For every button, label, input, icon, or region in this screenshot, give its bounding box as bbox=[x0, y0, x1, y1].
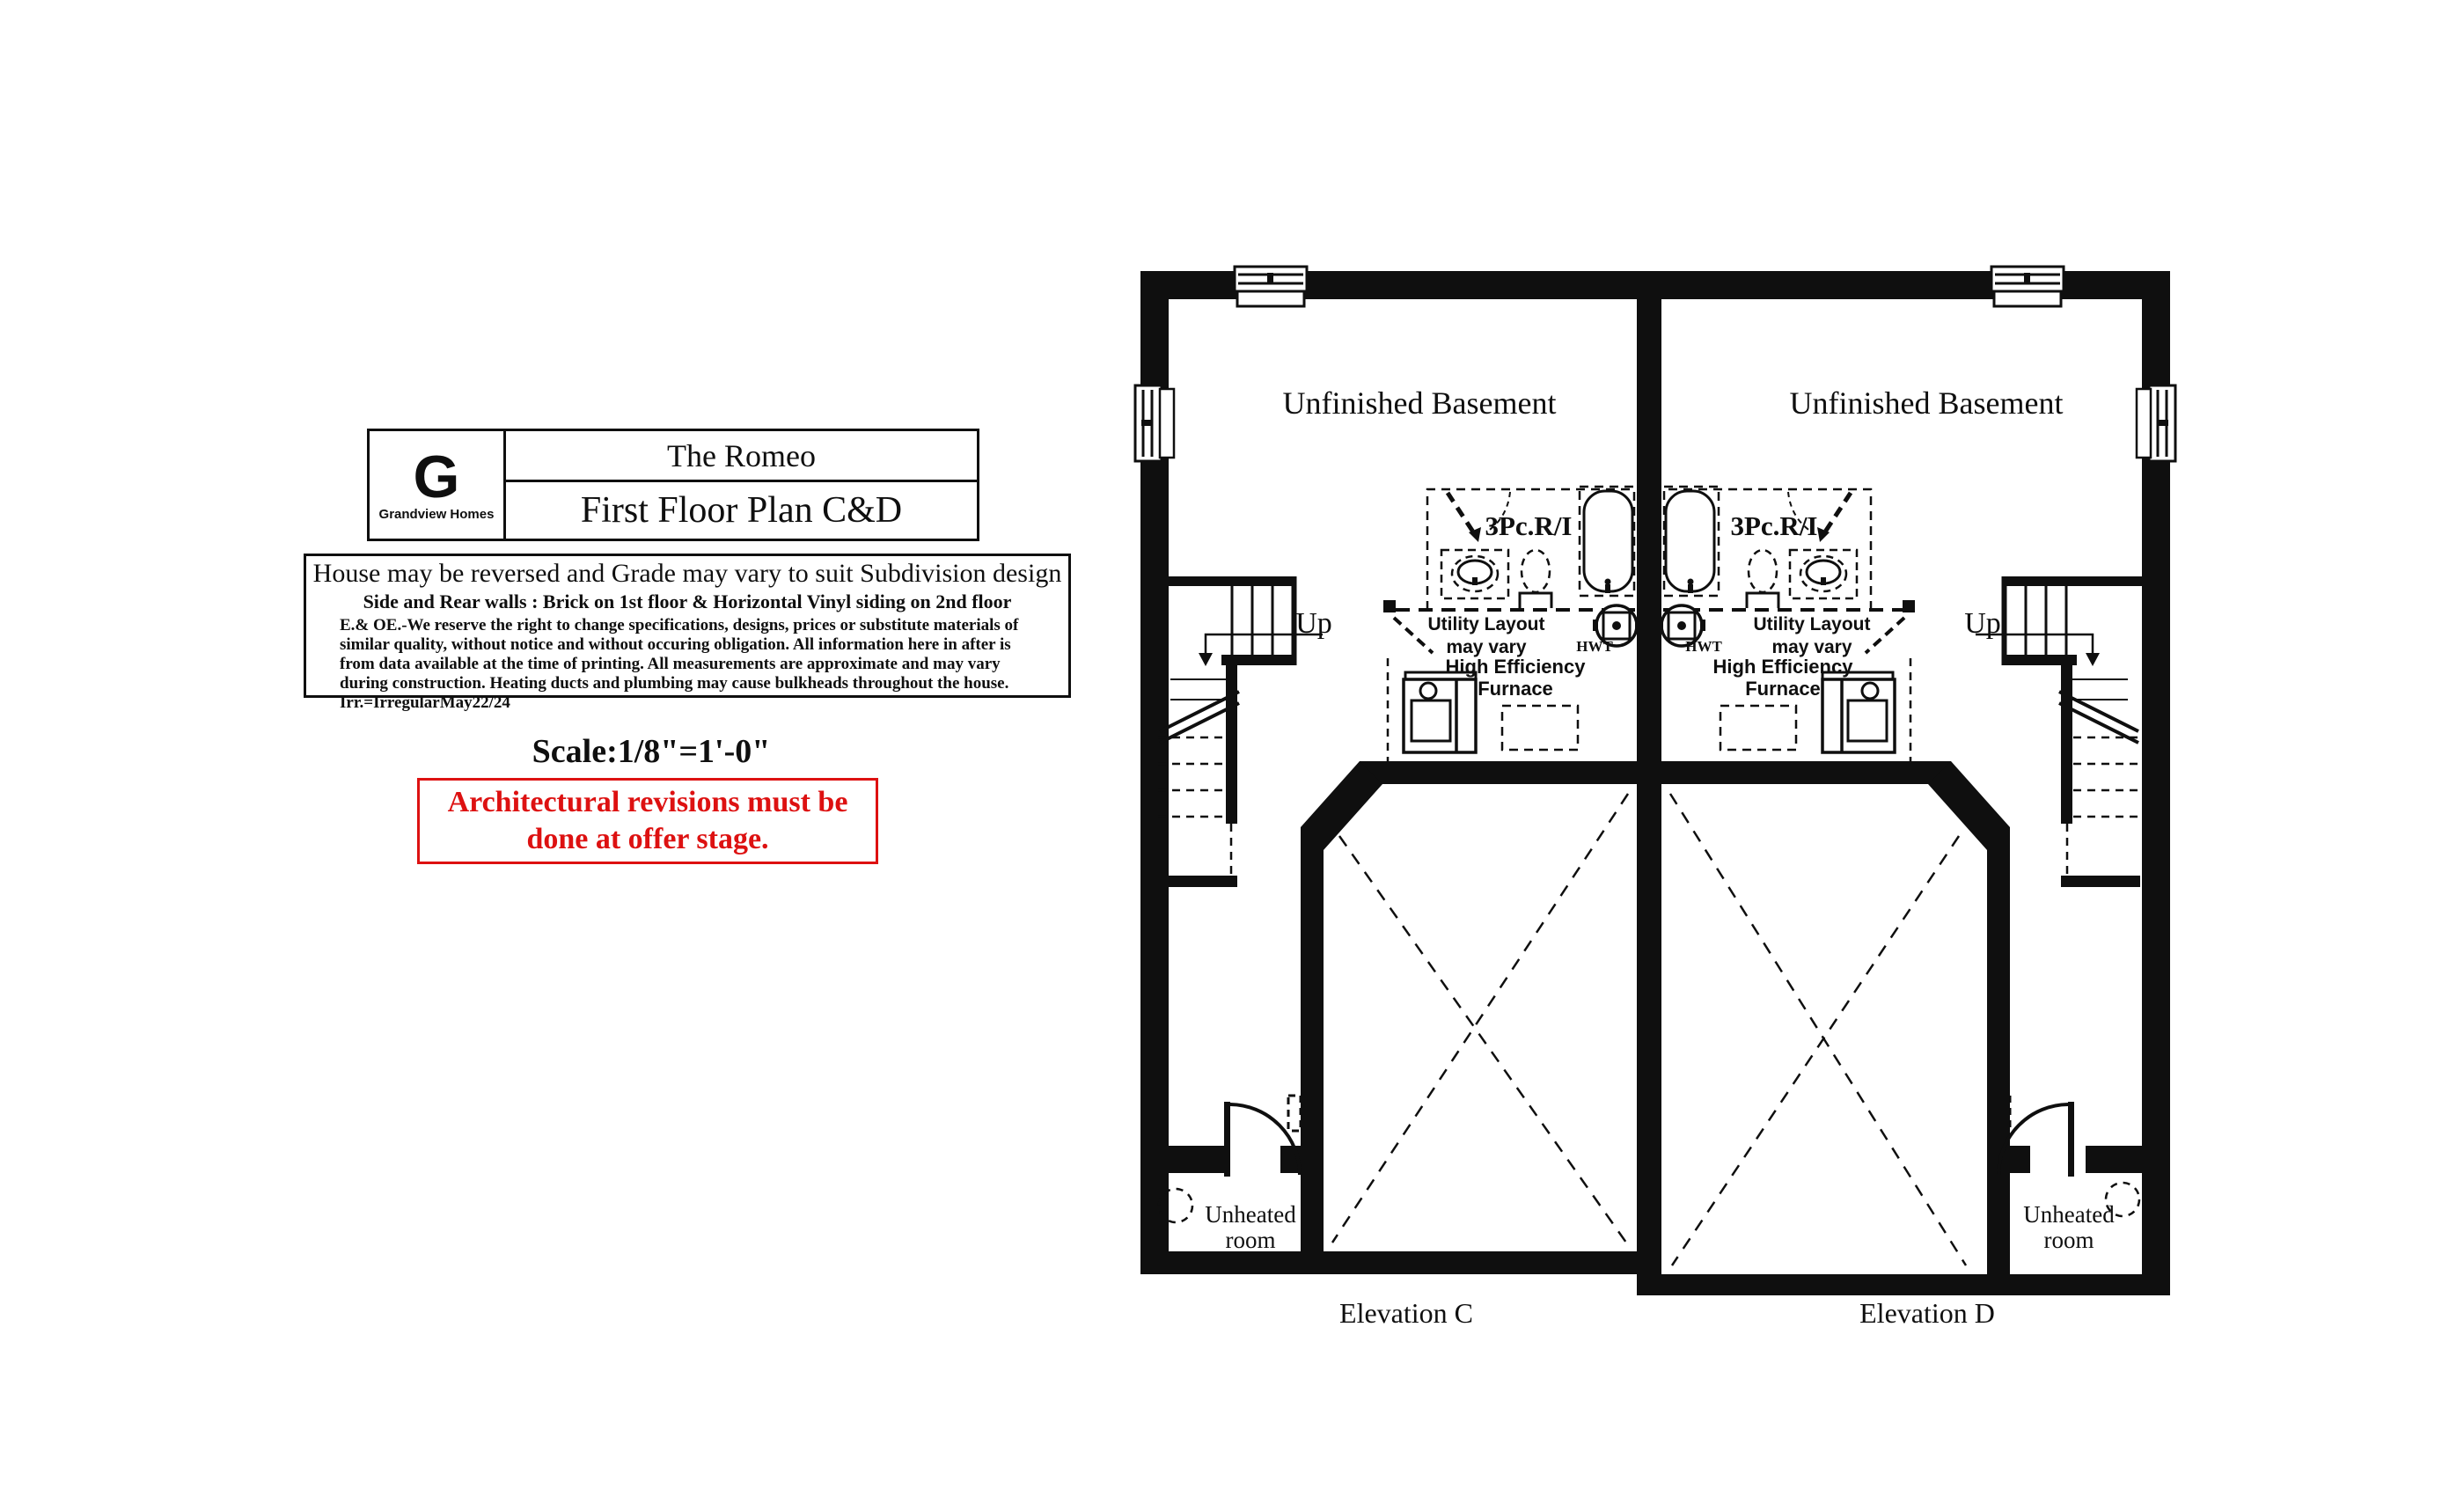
furnace-label-right-2: Furnace bbox=[1745, 678, 1821, 700]
bathtub-left bbox=[1584, 491, 1632, 591]
bathroom-right bbox=[1663, 487, 1871, 610]
unheated-label-left-2: room bbox=[1225, 1227, 1276, 1253]
unheated-label-right-2: room bbox=[2043, 1227, 2094, 1253]
basement-label-right: Unfinished Basement bbox=[1789, 385, 2064, 421]
toilet-right bbox=[1749, 550, 1777, 592]
notes-walls-spec: Side and Rear walls : Brick on 1st floor & Horizontal Vinyl siding on 2nd floor bbox=[363, 590, 1012, 612]
title-text-cells bbox=[506, 431, 977, 539]
floor-plan-svg bbox=[1100, 246, 2244, 1390]
floor-plan bbox=[1100, 246, 2244, 1390]
logo-subtitle: Grandview Homes bbox=[378, 506, 495, 522]
utility-label-right-1: Utility Layout bbox=[1753, 614, 1871, 634]
utility-label-left-2: may vary bbox=[1446, 637, 1527, 657]
furnace-label-left-2: Furnace bbox=[1478, 678, 1553, 700]
up-arrow-left bbox=[1199, 653, 1213, 666]
cold-cellar-right bbox=[1661, 761, 2010, 1274]
model-name: The Romeo bbox=[506, 431, 977, 482]
notes-box bbox=[304, 554, 1071, 712]
window-side-left bbox=[1135, 385, 1174, 461]
window-side-right bbox=[2137, 385, 2175, 461]
elevation-label-right: Elevation D bbox=[1859, 1297, 1995, 1329]
up-arrow-right bbox=[2086, 653, 2100, 666]
builder-logo bbox=[370, 431, 506, 539]
cold-cellar-left bbox=[1301, 761, 1637, 1251]
furnace-label-right-1: High Efficiency bbox=[1712, 656, 1853, 678]
exterior-walls bbox=[1140, 271, 2170, 1295]
warning-box bbox=[417, 778, 878, 864]
warning-line2: done at offer stage. bbox=[526, 823, 769, 855]
plan-name: First Floor Plan C&D bbox=[580, 490, 903, 531]
hwt-label-left: HWT bbox=[1576, 638, 1613, 655]
elevation-label-left: Elevation C bbox=[1339, 1297, 1473, 1329]
door-leaf-left bbox=[1224, 1102, 1230, 1177]
basement-label-left: Unfinished Basement bbox=[1282, 385, 1557, 421]
notes-headline: House may be reversed and Grade may vary to suit Subdivision design bbox=[312, 559, 1062, 588]
door-leaf-right bbox=[2068, 1102, 2074, 1177]
utility-label-left-1: Utility Layout bbox=[1427, 614, 1545, 634]
unheated-label-left-1: Unheated bbox=[1205, 1201, 1296, 1228]
bath-label-left: 3Pc.R/I bbox=[1485, 510, 1573, 541]
furnace-label-left-1: High Efficiency bbox=[1445, 656, 1586, 678]
logo-letter: G bbox=[413, 443, 460, 510]
toilet-left bbox=[1522, 550, 1550, 592]
up-label-left: Up bbox=[1295, 607, 1332, 640]
window-top-right bbox=[1991, 267, 2064, 306]
hwt-label-right: HWT bbox=[1685, 638, 1722, 655]
window-top-left bbox=[1235, 267, 1307, 306]
bathtub-right bbox=[1666, 491, 1714, 591]
title-block bbox=[367, 429, 979, 541]
warning-line1: Architectural revisions must be bbox=[447, 786, 848, 818]
bathroom-left bbox=[1427, 487, 1635, 610]
utility-label-right-2: may vary bbox=[1771, 637, 1852, 657]
notes-disclaimer: E.& OE.-We reserve the right to change specifications, designs, prices or substitute materials of similar quality, without notice and without occuring obligation. All information here in after is from data available at the time of printing. All measurements are approximate and may vary during construction. Heating ducts and plumbing may cause bulkheads throughout the house. Irr.=IrregularMay22/24 bbox=[340, 616, 1019, 712]
bath-label-right: 3Pc.R/I bbox=[1730, 510, 1818, 541]
scale-label: Scale:1/8"=1'-0" bbox=[532, 733, 771, 770]
up-label-right: Up bbox=[1964, 607, 2001, 640]
unheated-label-right-1: Unheated bbox=[2023, 1201, 2115, 1228]
